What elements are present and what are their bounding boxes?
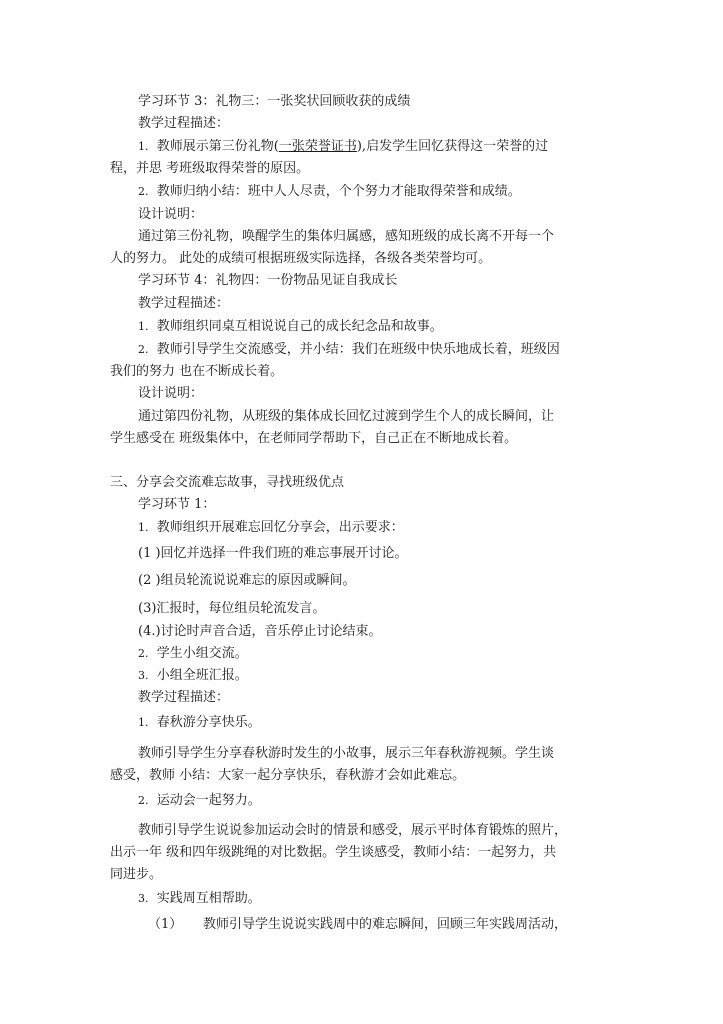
- s3-item-2: [138, 183, 521, 201]
- s4-item-2-number: 2.: [138, 343, 149, 356]
- s3-design-line-1: 通过第三份礼物，唤醒学生的集体归属感，感知班级的成长离不开每一个: [138, 229, 555, 244]
- requirement-2: (2 )组员轮流说说难忘的原因或瞬间。: [138, 573, 356, 588]
- s4-item-2-continued: 我们的努力 也在不断成长着。: [110, 364, 284, 379]
- s3-item-1: [138, 138, 548, 156]
- p3-item-3-number: 3.: [138, 669, 149, 682]
- p3-item-1-text: 教师组织开展难忘回忆分享会，出示要求：: [156, 520, 404, 535]
- desc-2-line-3: 同进步。: [110, 867, 163, 882]
- desc-2-line-2: 出示一年 级和四年级跳绳的对比数据。学生谈感受，教师小结：一起努力，共: [110, 845, 557, 860]
- desc-3-title-text: 实践周互相帮助。: [156, 891, 261, 906]
- s4-item-2: [138, 341, 560, 359]
- desc-1-number: 1.: [138, 716, 149, 729]
- s4-item-2-text: 教师引导学生交流感受，并小结：我们在班级中快乐地成长着，班级因: [156, 342, 560, 357]
- p3-item-2-text: 学生小组交流。: [156, 646, 248, 661]
- s4-design-label: 设计说明：: [138, 386, 204, 401]
- s3-item-2-number: 2.: [138, 185, 149, 198]
- desc-2-title-text: 运动会一起努力。: [156, 793, 261, 808]
- p3-section-1-title: 学习环节 1：: [138, 497, 216, 512]
- p3-item-1-number: 1.: [138, 521, 149, 534]
- desc-3-sub-number: （1）: [148, 917, 183, 932]
- desc-1-line-1: 教师引导学生分享春秋游时发生的小故事，展示三年春秋游视频。学生谈: [138, 746, 555, 761]
- s4-design-line-2: 学生感受在 班级集体中，在老师同学帮助下，自己正在不断地成长着。: [110, 431, 518, 446]
- section-3-title: 学习环节 3：礼物三：一张奖状回顾收获的成绩: [138, 94, 411, 109]
- p3-item-2: [138, 645, 248, 663]
- desc-1-title-text: 春秋游分享快乐。: [156, 715, 261, 730]
- s4-item-1-text: 教师组织同桌互相说说自己的成长纪念品和故事。: [156, 319, 443, 334]
- part-3-title: 三、分享会交流难忘故事，寻找班级优点: [110, 475, 345, 490]
- desc-3-sub-line-1: 教师引导学生说说实践周中的难忘瞬间，回顾三年实践周活动，: [203, 917, 568, 932]
- s4-item-1: [138, 318, 443, 336]
- s4-item-1-number: 1.: [138, 320, 149, 333]
- desc-3-number: 3.: [138, 892, 149, 905]
- s3-item-1-number: 1.: [138, 140, 149, 153]
- s4-process-label: 教学过程描述：: [138, 296, 230, 311]
- p3-process-label: 教学过程描述：: [138, 690, 230, 705]
- desc-1-line-2: 感受，教师 小结：大家一起分享快乐，春秋游才会如此难忘。: [110, 768, 466, 783]
- desc-1-title: [138, 714, 261, 732]
- desc-2-line-1: 教师引导学生说说参加运动会时的情景和感受，展示平时体育锻炼的照片，: [138, 823, 568, 838]
- s3-design-label: 设计说明：: [138, 207, 204, 222]
- s3-item-2-text: 教师归纳小结：班中人人尽责，个个努力才能取得荣誉和成绩。: [156, 184, 521, 199]
- desc-3-title: [138, 890, 261, 908]
- requirement-1: (1 )回忆并选择一件我们班的难忘事展开讨论。: [138, 546, 408, 561]
- desc-2-number: 2.: [138, 794, 149, 807]
- s3-process-label: 教学过程描述：: [138, 116, 230, 131]
- s3-item-1-text-pre: 教师展示第三份礼物(: [156, 139, 279, 154]
- desc-2-title: [138, 792, 261, 810]
- s3-item-1-text-post: ),启发学生回忆获得这一荣誉的过: [356, 139, 549, 154]
- p3-item-3: [138, 667, 248, 685]
- p3-item-3-text: 小组全班汇报。: [156, 668, 248, 683]
- p3-item-1: [138, 519, 404, 537]
- section-4-title: 学习环节 4：礼物四：一份物品见证自我成长: [138, 273, 398, 288]
- requirement-3: (3)汇报时，每位组员轮流发言。: [138, 601, 326, 616]
- p3-item-2-number: 2.: [138, 647, 149, 660]
- s4-design-line-1: 通过第四份礼物，从班级的集体成长回忆过渡到学生个人的成长瞬间，让: [138, 409, 555, 424]
- s3-item-1-continued: 程，并思 考班级取得荣誉的原因。: [110, 161, 310, 176]
- s3-design-line-2: 人的努力。 此处的成绩可根据班级实际选择，各级各类荣誉均可。: [110, 251, 492, 266]
- honor-certificate-link: 一张荣誉证书: [278, 139, 357, 154]
- requirement-4: (4.)讨论时声音合适，音乐停止讨论结束。: [138, 624, 382, 639]
